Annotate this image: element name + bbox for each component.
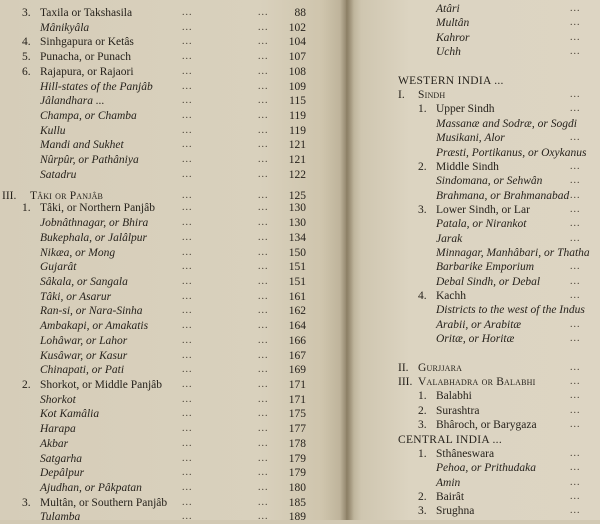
toc-row-page: 166 [288,334,306,347]
toc-row-title: Punacha, or Punach [40,51,132,64]
toc-leader-dots: ... [570,333,581,345]
toc-row-title: Oritæ, or Horitæ [436,333,515,346]
toc-leader-dots: ... [570,89,581,101]
toc-row [0,74,600,88]
toc-row-title: Sinhgapura or Ketâs [40,36,134,49]
toc-leader-dots: ... [570,132,581,144]
toc-leader-dots: ... [258,168,269,180]
toc-row-number: 1. [418,390,427,403]
right-page [346,0,600,520]
toc-leader-dots: ... [570,3,581,14]
toc-row-title: Valabhadra or Balabhi [418,376,536,389]
toc-row-page: 171 [288,379,306,391]
toc-leader-dots: ... [182,393,193,405]
toc-leader-dots: ... [182,95,193,107]
toc-leader-dots: ... [258,51,269,63]
toc-row [0,160,600,174]
toc-row-page: 185 [288,496,306,509]
toc-row-title: Patala, or Nirankot [436,218,527,231]
toc-row-page: 151 [288,261,306,274]
toc-row-page: 179 [288,452,306,465]
toc-row-title: Multân [436,17,470,30]
toc-row-title: Tâki, or Northern Panjâb [40,202,155,215]
toc-leader-dots: ... [570,46,581,58]
toc-row-title: Nûrpûr, or Pathâniya [40,154,139,167]
toc-row-title: Lohâwar, or Lahor [40,334,128,347]
toc-row-title: Sindomana, or Sehwân [436,175,543,188]
toc-row-number: 3. [418,203,427,216]
toc-leader-dots: ... [182,364,193,376]
toc-row-title: CENTRAL INDIA ... [398,433,503,446]
toc-leader-dots: ... [182,496,193,508]
toc-leader-dots: ... [258,21,269,33]
toc-row [0,404,600,418]
toc-leader-dots: ... [570,189,581,201]
toc-leader-dots: ... [182,65,193,77]
toc-row-page: 125 [288,189,306,202]
toc-row-title: Sthâneswara [436,447,495,460]
toc-leader-dots: ... [258,189,269,201]
toc-row-title: Ajudhan, or Pâkpatan [40,482,142,495]
toc-row-title: Hill-states of the Panjâb [40,80,153,93]
toc-leader-dots: ... [258,261,269,273]
toc-row-title: Musikani, Alor [436,132,505,145]
toc-leader-dots: ... [182,36,193,48]
toc-leader-dots: ... [258,36,269,48]
toc-leader-dots: ... [258,246,269,258]
toc-row-page: 189 [288,511,306,524]
toc-row-title: Tâki or Panjâb [30,189,104,202]
toc-leader-dots: ... [182,168,193,180]
toc-row [0,146,600,160]
toc-row-title: Jâlandhara ... [40,95,105,108]
toc-row-title: Shorkot [40,393,76,406]
toc-leader-dots: ... [182,246,193,258]
toc-row-title: Harapa [40,423,76,436]
toc-row-title: Taxila or Takshasila [40,7,133,19]
toc-leader-dots: ... [182,482,193,494]
toc-row-number: 1. [22,202,31,215]
toc-row-page: 122 [288,168,306,181]
toc-row-title: Kusâwar, or Kasur [40,349,128,362]
toc-leader-dots: ... [570,232,581,244]
toc-row-title: Bairât [436,490,465,503]
toc-leader-dots: ... [570,505,581,517]
toc-row [0,2,600,16]
toc-row-title: Multân, or Southern Panjâb [40,496,168,509]
toc-row-number: 1. [418,447,427,460]
toc-leader-dots: ... [570,361,581,373]
toc-row [0,275,600,289]
toc-row-title: Mânikyâla [40,21,90,34]
toc-row-title: Sindh [418,89,446,102]
toc-row-page: 178 [288,437,306,450]
toc-row-page: 119 [289,124,306,137]
toc-row [0,102,600,116]
toc-row [0,189,600,203]
toc-leader-dots: ... [182,290,193,302]
toc-row-page: 180 [288,482,306,495]
toc-row-number: 4. [418,290,427,302]
toc-row-number: III. [2,189,17,202]
toc-row-title: Tulamba [40,511,81,524]
toc-row-page: 151 [288,275,306,288]
toc-leader-dots: ... [258,95,269,107]
toc-leader-dots: ... [258,511,269,523]
toc-leader-dots: ... [182,110,193,122]
toc-row-title: Kachh [436,290,467,302]
toc-leader-dots: ... [570,404,581,416]
toc-row-title: Akbar [40,437,69,450]
toc-leader-dots: ... [182,334,193,346]
toc-leader-dots: ... [570,275,581,287]
toc-leader-dots: ... [258,452,269,464]
toc-row-title: Kullu [40,124,66,137]
toc-row-page: 161 [288,290,306,303]
toc-row-page: 107 [288,51,306,64]
toc-row [0,389,600,403]
toc-row-number: 2. [418,404,427,417]
toc-row-page: 130 [288,202,306,215]
toc-row-title: Brahmana, or Brahmanabad [436,189,570,202]
toc-row [0,117,600,131]
toc-row [0,260,600,274]
toc-leader-dots: ... [258,423,269,435]
toc-leader-dots: ... [570,31,581,43]
toc-row-page: 88 [294,7,306,19]
toc-row-title: Barbarike Emporium [436,261,535,274]
toc-row [0,45,600,59]
toc-leader-dots: ... [570,390,581,402]
toc-leader-dots: ... [182,231,193,243]
toc-row-title: Champa, or Chamba [40,110,137,123]
toc-leader-dots: ... [182,423,193,435]
toc-row [0,504,600,518]
toc-leader-dots: ... [258,496,269,508]
toc-row-page: 150 [288,246,306,259]
toc-row-title: Pehoa, or Prithudaka [436,462,536,475]
toc-row [0,447,600,461]
toc-leader-dots: ... [258,437,269,449]
toc-leader-dots: ... [258,231,269,243]
toc-row-title: Arabii, or Arabitæ [436,318,522,331]
toc-row [0,203,600,217]
toc-row [0,461,600,475]
toc-row [0,318,600,332]
toc-row [0,418,600,432]
toc-row-number: 3. [22,496,31,509]
toc-row-title: Uchh [436,46,461,59]
toc-leader-dots: ... [258,80,269,92]
toc-row-page: 121 [288,154,306,167]
toc-row-title: Balabhi [436,390,472,403]
toc-row-title: Debal Sindh, or Debal [436,275,541,288]
toc-row-number: 1. [418,103,427,116]
toc-row-title: Minnagar, Manhâbari, or Thatha [436,246,590,259]
toc-leader-dots: ... [570,103,581,115]
toc-leader-dots: ... [258,379,269,390]
toc-row-page: 175 [288,408,306,421]
toc-row-title: Lower Sindh, or Lar [436,203,530,216]
toc-leader-dots: ... [182,275,193,287]
toc-row-number: 3. [418,419,427,432]
toc-leader-dots: ... [258,202,269,214]
toc-leader-dots: ... [182,51,193,63]
toc-row [0,232,600,246]
toc-leader-dots: ... [258,364,269,376]
toc-row-title: Præsti, Portikanus, or Oxykanus [436,146,587,159]
toc-row-title: Jarak [436,232,463,245]
toc-row [0,490,600,504]
toc-leader-dots: ... [182,202,193,214]
toc-leader-dots: ... [258,320,269,332]
toc-leader-dots: ... [258,349,269,361]
toc-leader-dots: ... [182,261,193,273]
toc-row [0,375,600,389]
toc-row-title: Districts to the west of the Indus [436,304,585,317]
toc-row-page: 167 [288,349,306,362]
toc-row-title: Massanæ and Sodræ, or Sogdi [436,117,577,130]
toc-row-number: 2. [418,490,427,503]
toc-row-number: 6. [22,65,31,78]
toc-row-title: Kahror [436,31,470,44]
toc-leader-dots: ... [182,217,193,229]
toc-row-title: Srughna [436,505,475,518]
toc-row-number: II. [398,361,409,374]
toc-row-title: Chinapati, or Pati [40,364,125,377]
toc-row [0,131,600,145]
toc-leader-dots: ... [570,290,581,301]
toc-leader-dots: ... [182,139,193,151]
toc-row-page: 115 [289,95,306,108]
toc-row [0,332,600,346]
toc-leader-dots: ... [182,452,193,464]
toc-row-number: 3. [22,7,31,19]
toc-leader-dots: ... [182,320,193,332]
toc-row [0,289,600,303]
toc-leader-dots: ... [258,65,269,77]
toc-row-page: 130 [288,217,306,230]
toc-row-title: Upper Sindh [436,103,495,116]
toc-leader-dots: ... [182,189,193,201]
toc-row-title: Ran-si, or Nara-Sinha [40,305,143,318]
toc-row-page: 121 [288,139,306,152]
toc-row-title: Rajapura, or Rajaori [40,65,134,78]
toc-leader-dots: ... [182,437,193,449]
toc-leader-dots: ... [258,154,269,166]
toc-leader-dots: ... [182,467,193,479]
toc-leader-dots: ... [258,124,269,136]
toc-row-page: 164 [288,320,306,333]
toc-leader-dots: ... [570,175,581,187]
toc-row [0,88,600,102]
toc-leader-dots: ... [570,462,581,474]
toc-row-title: Mandi and Sukhet [40,139,124,152]
toc-leader-dots: ... [570,376,581,388]
toc-row-page: 109 [288,80,306,93]
toc-leader-dots: ... [182,80,193,92]
toc-leader-dots: ... [570,203,581,215]
toc-row-page: 108 [288,65,306,78]
toc-leader-dots: ... [258,139,269,151]
toc-row-number: 3. [418,505,427,518]
toc-row-title: Ambakapi, or Amakatis [40,320,149,333]
toc-row [0,361,600,375]
toc-leader-dots: ... [258,467,269,479]
toc-leader-dots: ... [182,379,193,390]
toc-leader-dots: ... [258,7,269,18]
toc-leader-dots: ... [570,261,581,273]
toc-leader-dots: ... [258,305,269,317]
toc-row-page: 162 [288,305,306,318]
toc-row-title: Bukephala, or Jalâlpur [40,231,147,244]
toc-row [0,433,600,447]
toc-leader-dots: ... [182,21,193,33]
toc-row-title: Tâki, or Asarur [40,290,112,303]
toc-row-number: 4. [22,36,31,49]
toc-row-number: 2. [418,160,427,173]
toc-leader-dots: ... [570,419,581,431]
toc-row [0,217,600,231]
toc-leader-dots: ... [570,490,581,502]
toc-row-title: Amin [436,476,461,489]
toc-leader-dots: ... [182,511,193,523]
toc-leader-dots: ... [570,17,581,29]
toc-leader-dots: ... [182,349,193,361]
toc-row-title: Middle Sindh [436,160,499,173]
toc-row [0,303,600,317]
toc-leader-dots: ... [182,305,193,317]
toc-row [0,31,600,45]
toc-leader-dots: ... [182,124,193,136]
toc-row-title: Bhâroch, or Barygaza [436,419,537,432]
toc-row-title: Gujarât [40,261,77,274]
toc-row-title: Sâkala, or Sangala [40,275,128,288]
toc-leader-dots: ... [570,160,581,172]
toc-leader-dots: ... [258,290,269,302]
toc-row-page: 177 [288,423,306,436]
toc-row-number: I. [398,89,405,102]
book-gutter [340,0,354,520]
toc-row-page: 119 [289,110,306,123]
toc-leader-dots: ... [570,218,581,230]
toc-row-title: Nikæa, or Mong [40,246,116,259]
toc-row-page: 179 [288,467,306,480]
toc-row-title: WESTERN INDIA ... [398,74,504,87]
toc-row-page: 171 [288,393,306,406]
toc-row [0,246,600,260]
toc-row-title: Surashtra [436,404,480,417]
toc-row-title: Satadru [40,168,77,181]
toc-leader-dots: ... [258,110,269,122]
toc-leader-dots: ... [258,334,269,346]
toc-leader-dots: ... [570,476,581,488]
toc-row-title: Jobnâthnagar, or Bhira [40,217,149,230]
toc-row-page: 134 [288,231,306,244]
toc-leader-dots: ... [258,217,269,229]
toc-row-title: Atâri [436,3,460,15]
toc-leader-dots: ... [182,154,193,166]
toc-row-title: Shorkot, or Middle Panjâb [40,379,163,391]
toc-leader-dots: ... [258,408,269,420]
toc-row-number: 2. [22,379,31,391]
toc-row-page: 102 [288,21,306,34]
toc-leader-dots: ... [570,318,581,330]
toc-row-page: 169 [288,364,306,377]
toc-row [0,476,600,490]
toc-row-number: 5. [22,51,31,64]
toc-row-page: 104 [288,36,306,49]
toc-row-title: Gurjjara [418,361,463,374]
toc-leader-dots: ... [258,275,269,287]
toc-row [0,174,600,188]
toc-leader-dots: ... [258,482,269,494]
toc-leader-dots: ... [182,408,193,420]
toc-row-title: Depâlpur [40,467,85,480]
toc-row [0,16,600,30]
toc-row-title: Kot Kamâlia [40,408,100,421]
toc-row-number: III. [398,376,413,389]
toc-row-title: Satgarha [40,452,82,465]
toc-leader-dots: ... [570,447,581,459]
toc-leader-dots: ... [258,393,269,405]
toc-leader-dots: ... [182,7,193,18]
